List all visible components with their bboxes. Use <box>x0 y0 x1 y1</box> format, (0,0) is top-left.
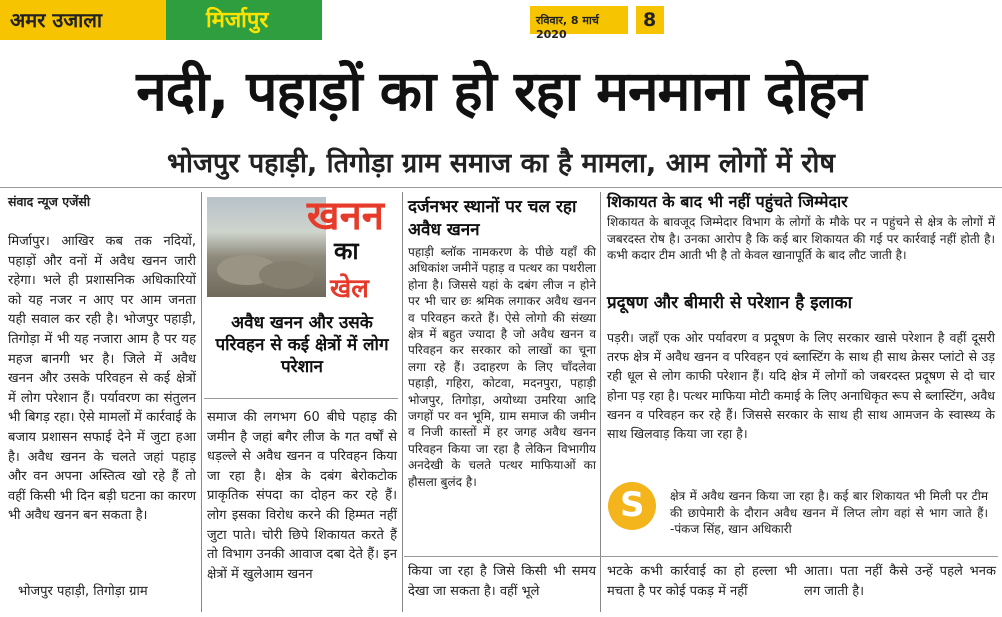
brand-name: अमर उजाला <box>10 8 103 32</box>
article-column-4a: शिकायत के बावजूद जिम्मेदार विभाग के लोगों के मौके पर न पहुंचने से क्षेत्र के लोगों में जबरदस्त रोष है। उनका आरोप है कि कई बार शिकायत की गई पर कार्रवाई नहीं होती है। कभी कदार टीम आती भी है तो केवल खानापूर्ति के बाद लौट जाती है। <box>607 215 995 263</box>
masthead-city <box>166 0 322 40</box>
graphic-word-khel: खेल <box>330 274 369 304</box>
city-name: मिर्जापुर <box>206 8 269 33</box>
official-quote: क्षेत्र में अवैध खनन किया जा रहा है। कई बार शिकायत भी मिली पर टीम की छापेमारी के दौरान अवैध खनन में लिप्त लोग वहां से भाग जाते हैं। -पंकज सिंह, खान अधिकारी <box>670 489 988 536</box>
page-number <box>636 6 664 34</box>
divider <box>204 398 398 399</box>
section-heading: प्रदूषण और बीमारी से परेशान है इलाका <box>607 293 852 313</box>
divider <box>404 556 998 557</box>
column-rule <box>402 192 403 612</box>
byline: संवाद न्यूज एजेंसी <box>8 194 91 209</box>
masthead-brand <box>0 0 166 40</box>
article-column-1-tail: भोजपुर पहाड़ी, तिगोड़ा ग्राम <box>18 584 148 599</box>
graphic-word-ka: का <box>334 237 359 265</box>
section-heading: दर्जनभर स्थानों पर चल रहा अवैध खनन <box>408 197 577 240</box>
article-column-1: मिर्जापुर। आखिर कब तक नदियों, पहाड़ों और वनों में अवैध खनन जारी रहेगा। भले ही प्रशासनिक अधिकारियों को यह नजर न आए पर आम जनता यही सवाल कर रही है। भोजपुर पहाड़ी, तिगोड़ा में भी यह नजारा आम है पर यह महज बानगी भर है। जिले में अवैध खनन और उसके परिवहन से कई क्षेत्रों में लोग परेशान हैं। पर्यावरण का संतुलन भी बिगड़ रहा। ऐसे मामलों में कार्रवाई के बजाय प्रशासन सफाई देने में जुटा हआ है। अवैध खनन के चलते जहां पहाड़ और वन अपना अस्तित्व खो रहे हैं तो वहीं किसी भी दिन बड़ी घटना का कारण भी अवैध खनन बन सकता है। <box>8 234 196 524</box>
article-column-4b: पड़री। जहाँ एक ओर पर्यावरण व प्रदूषण के लिए सरकार खासे परेशान है वहीं दूसरी तरफ क्षेत्र में अवैध खनन व परिवहन एवं ब्लास्टिंग के साथ ही साथ क्रेसर प्लांटो से उड़ रही धूल से लोग काफी परेशान हैं। यदि क्षेत्र में लोगों को जबरदस्त प्रदूषण से दो चार होना पड़ रहा है। पत्थर माफिया मोटी कमाई के लिए अनाधिकृत रूप से ब्लास्टिंग, अवैध खनन व परिवहन कर रहे हैं। जिससे सरकार के साथ ही साथ आमजन के स्वास्थ्य के साथ खिलवाड़ किया जा रहा है। <box>607 330 995 442</box>
divider <box>0 187 1002 188</box>
column-rule <box>600 192 601 612</box>
dateline <box>530 6 628 41</box>
page-number-text: 8 <box>643 9 657 31</box>
article-column-2: समाज की लगभग 60 बीघे पहाड़ की जमीन है जहां बगैर लीज के गत वर्षों से धड़ल्ले से अवैध खनन व परिवहन किया जा रहा है। क्षेत्र के दबंग बेरोकटोक प्राकृतिक संपदा का दोहन कर रहे हैं। लोग इसका विरोध करने की हिम्मत नहीं जुटा पाते। चोरी छिपे शिकायत करते हैं तो विभाग उनकी आवाज दबा देते हैं। इन क्षेत्रों में खुलेआम खनन <box>207 410 397 582</box>
subheadline: भोजपुर पहाड़ी, तिगोड़ा ग्राम समाज का है मामला, आम लोगों में रोष <box>167 148 835 179</box>
article-column-4-tail1: भटके कभी कार्रवाई का हो हल्ला भी मचता है पर कोई पकड़ में नहीं <box>607 564 797 599</box>
article-column-3-tail: किया जा रहा है जिसे किसी भी समय देखा जा सकता है। वहीं भूले <box>408 564 596 599</box>
column-rule <box>201 192 202 612</box>
date-text: रविवार, 8 मार्च 2020 <box>536 14 599 41</box>
section-heading: शिकायत के बाद भी नहीं पहुंचते जिम्मेदार <box>607 192 848 211</box>
amar-ujala-logo-icon: S <box>608 482 656 530</box>
headline: नदी, पहाड़ों का हो रहा मनमाना दोहन <box>136 59 866 123</box>
article-column-3: पहाड़ी ब्लॉक नामकरण के पीछे यहाँ की अधिकांश जमीनें पहाड़ व पत्थर का पथरीला होना है। जिससे यहां के दबंग लीज न होने पर भी चार छः श्रमिक लगाकर अवैध खनन व परिवहन करते हैं। ऐसे लोगो की संख्या क्षेत्र में बहुत ज्यादा है जो अवैध खनन व परिवहन कर सरकार को लाखों का चूना लगा रहे हैं। उदाहरण के लिए चाँदलेवा पहाड़ी, गहिरा, कोटवा, मदनपुरा, पहाड़ी भोजपुर, तिगोड़ा, अयोध्या उमरिया आदि जगहों पर वन भूमि, ग्राम समाज की जमीन व निजी कास्तों में हर जगह अवैध खनन परिवहन किया जा रहा है लेकिन विभागीय अनदेखी के चलते पत्थर माफियाओं का हौसला बुलंद है। <box>408 245 596 489</box>
rock-pile <box>259 261 314 289</box>
article-column-4-tail2: आता। पता नहीं कैसे उन्हें पहले भनक लग जाती है। <box>804 564 996 599</box>
graphic-word-khanan: खनन <box>306 193 384 239</box>
pull-quote: अवैध खनन और उसके परिवहन से कई क्षेत्रों में लोग परेशान <box>215 313 389 377</box>
